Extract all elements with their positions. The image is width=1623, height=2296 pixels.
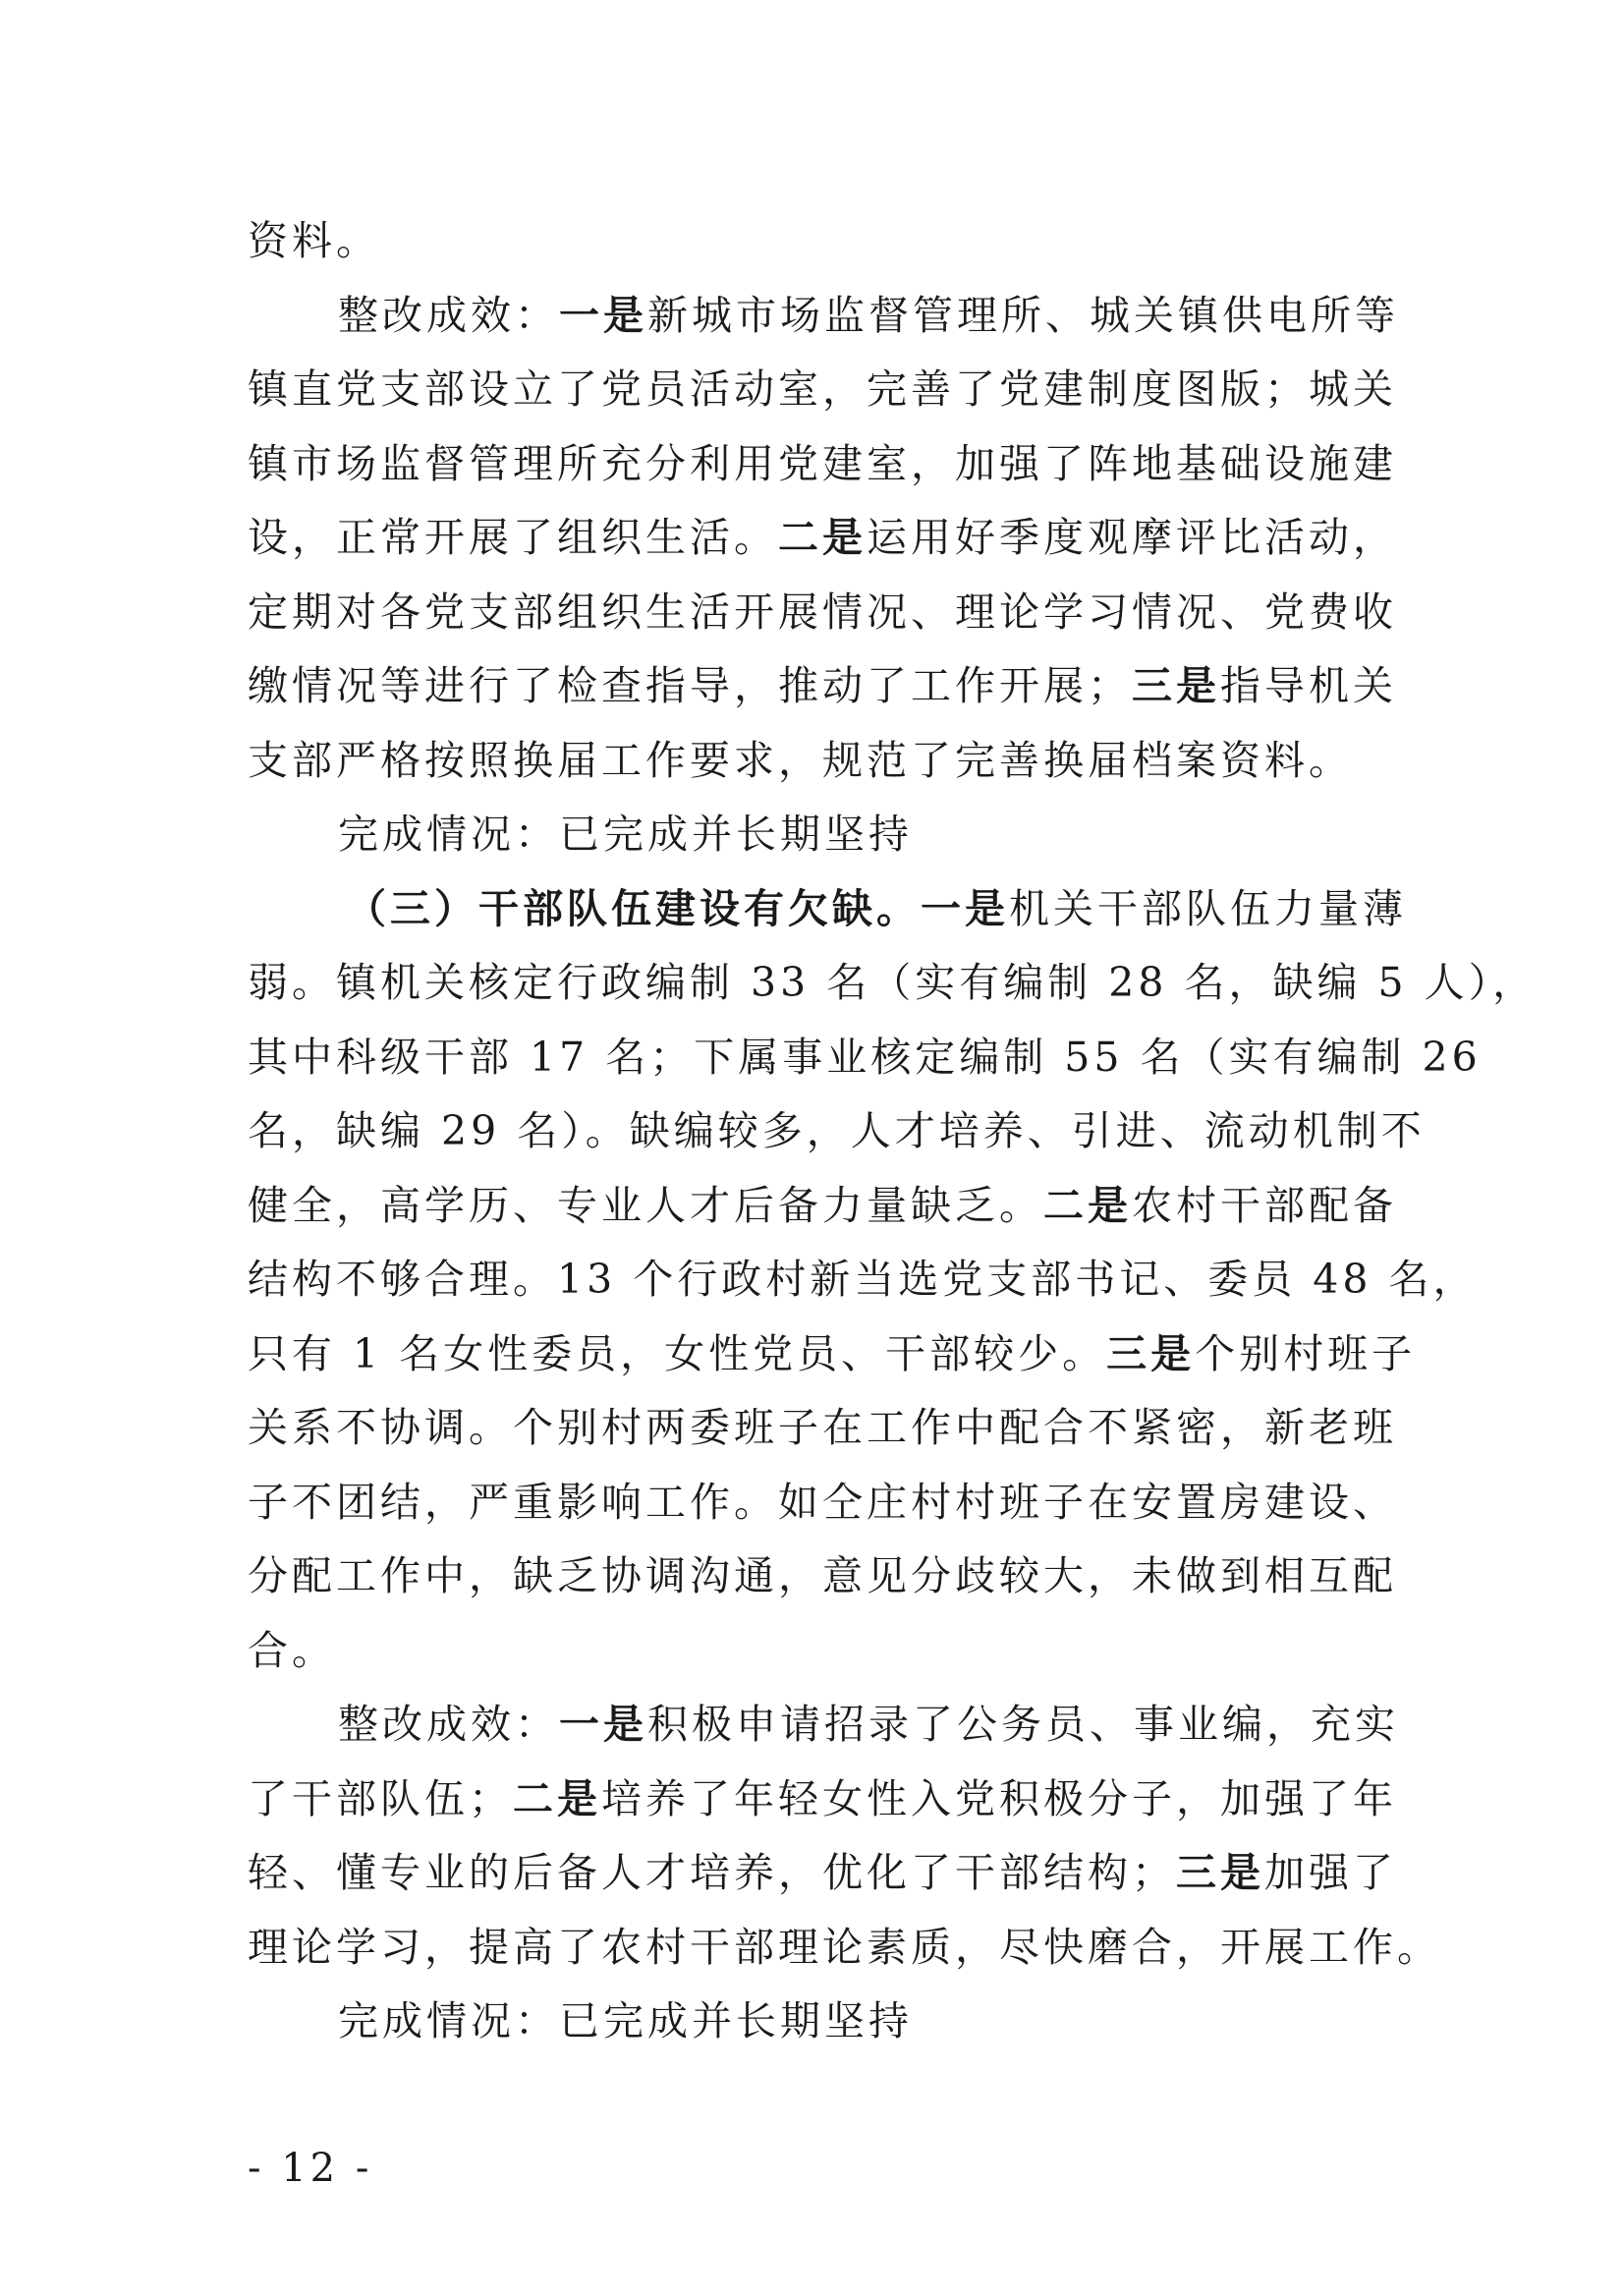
text-line xyxy=(248,1169,1397,1244)
bold-text-run: 二是 xyxy=(513,1774,601,1822)
bold-text-run: 三是 xyxy=(1132,662,1220,709)
text-run: 机关干部队伍力量薄 xyxy=(1009,884,1407,932)
bold-text-run: （三）干部队伍建设有欠缺。一是 xyxy=(346,884,1009,932)
document-body xyxy=(248,204,1538,2059)
text-run: 只有 1 名女性委员，女性党员、干部较少。 xyxy=(248,1329,1107,1377)
text-line xyxy=(248,1391,1397,1466)
text-line xyxy=(248,1243,1478,1317)
text-line xyxy=(248,427,1397,502)
text-run: 子不团结，严重影响工作。如仝庄村村班子在安置房建设、 xyxy=(248,1478,1397,1526)
text-line xyxy=(248,1540,1397,1614)
text-run: 关系不协调。个别村两委班子在工作中配合不紧密，新老班 xyxy=(248,1404,1397,1451)
text-run: 健全，高学历、专业人才后备力量缺乏。 xyxy=(248,1181,1043,1229)
bold-text-run: 三是 xyxy=(1106,1329,1196,1377)
text-run: 积极申请招录了公务员、事业编，充实 xyxy=(647,1701,1399,1748)
text-run: 了干部队伍； xyxy=(248,1774,513,1822)
text-line xyxy=(248,946,1538,1021)
text-run: 镇直党支部设立了党员活动室，完善了党建制度图版；城关 xyxy=(248,365,1397,413)
bold-text-run: 二是 xyxy=(778,514,867,561)
text-line xyxy=(248,1317,1417,1392)
text-run: 弱。镇机关核定行政编制 33 名（实有编制 28 名，缺编 5 人）， xyxy=(248,959,1538,1006)
text-line xyxy=(248,279,1399,354)
bold-text-run: 二是 xyxy=(1043,1181,1132,1229)
page-number: - 12 - xyxy=(248,2146,373,2191)
text-line xyxy=(248,353,1397,427)
text-line xyxy=(248,1021,1482,1095)
text-run: 分配工作中，缺乏协调沟通，意见分歧较大，未做到相互配 xyxy=(248,1552,1397,1599)
text-run: 运用好季度观摩评比活动， xyxy=(867,514,1397,561)
text-line xyxy=(248,1466,1397,1540)
text-line xyxy=(248,1688,1399,1763)
text-run: 定期对各党支部组织生活开展情况、理论学习情况、党费收 xyxy=(248,588,1397,636)
text-run: 缴情况等进行了检查指导，推动了工作开展； xyxy=(248,662,1132,709)
text-run: 镇市场监督管理所充分利用党建室，加强了阵地基础设施建 xyxy=(248,439,1397,487)
text-run: 结构不够合理。13 个行政村新当选党支部书记、委员 48 名， xyxy=(248,1256,1478,1303)
text-line xyxy=(248,1614,1387,1689)
text-run: 整改成效： xyxy=(338,1701,559,1748)
text-run: 指导机关 xyxy=(1220,662,1397,709)
text-run: 资料。 xyxy=(248,217,380,264)
text-run: 合。 xyxy=(248,1626,336,1674)
text-line xyxy=(248,576,1397,650)
text-run: 名，缺编 29 名）。缺编较多，人才培养、引进、流动机制不 xyxy=(248,1107,1426,1154)
text-line xyxy=(248,1094,1426,1169)
text-line xyxy=(248,798,1387,872)
text-line xyxy=(248,1985,1387,2059)
text-run: 设，正常开展了组织生活。 xyxy=(248,514,778,561)
text-run: 农村干部配备 xyxy=(1132,1181,1397,1229)
text-run: 其中科级干部 17 名；下属事业核定编制 55 名（实有编制 26 xyxy=(248,1033,1482,1081)
text-run: 个别村班子 xyxy=(1195,1329,1417,1377)
bold-text-run: 三是 xyxy=(1176,1849,1264,1896)
text-run: 支部严格按照换届工作要求，规范了完善换届档案资料。 xyxy=(248,736,1353,784)
text-run: 轻、懂专业的后备人才培养，优化了干部结构； xyxy=(248,1849,1176,1896)
text-run: 新城市场监督管理所、城关镇供电所等 xyxy=(647,291,1399,339)
text-line xyxy=(248,872,1407,947)
text-line xyxy=(248,1911,1441,1986)
text-line xyxy=(248,724,1387,799)
text-run: 培养了年轻女性入党积极分子，加强了年 xyxy=(601,1774,1397,1822)
text-line xyxy=(248,501,1397,576)
text-run: 完成情况：已完成并长期坚持 xyxy=(338,811,913,858)
text-line xyxy=(248,1763,1397,1837)
text-line xyxy=(248,649,1397,724)
text-run: 整改成效： xyxy=(338,291,559,339)
bold-text-run: 一是 xyxy=(559,291,647,339)
bold-text-run: 一是 xyxy=(559,1701,647,1748)
text-line xyxy=(248,204,1387,279)
text-run: 加强了 xyxy=(1264,1849,1397,1896)
text-run: 完成情况：已完成并长期坚持 xyxy=(338,1997,913,2044)
text-line xyxy=(248,1836,1397,1911)
text-run: 理论学习，提高了农村干部理论素质，尽快磨合，开展工作。 xyxy=(248,1923,1441,1971)
